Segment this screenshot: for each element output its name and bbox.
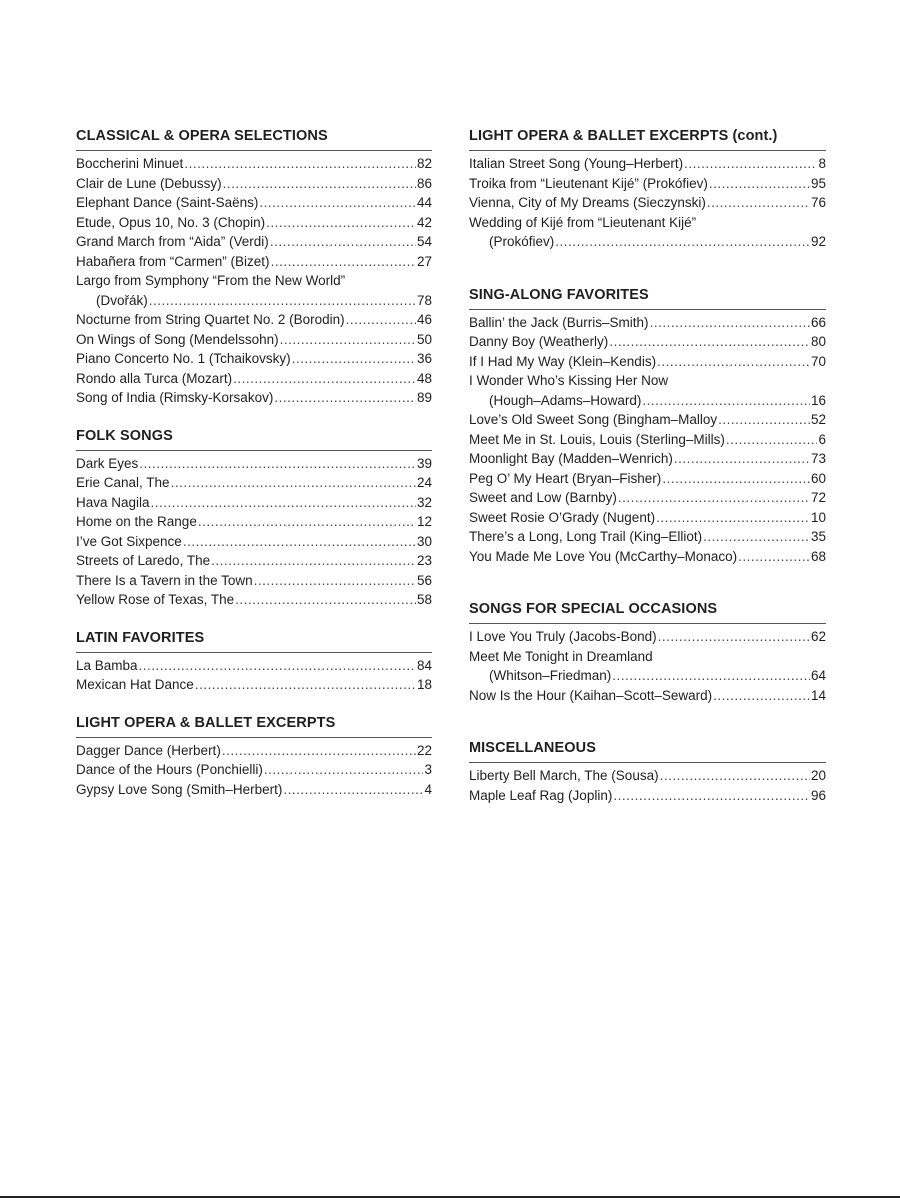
dot-leader [609, 332, 810, 352]
toc-entry [76, 454, 432, 474]
toc-entry [76, 193, 432, 213]
page-number: 46 [416, 312, 432, 327]
dot-leader [171, 473, 416, 493]
toc-entry [76, 369, 432, 389]
page-number: 20 [810, 768, 826, 783]
dot-leader [183, 532, 416, 552]
entry-title: Wedding of Kijé from “Lieutenant Kijé” [469, 214, 697, 230]
entry-title: Mexican Hat Dance [76, 677, 194, 692]
page-number: 39 [416, 455, 432, 471]
toc-entry [76, 310, 432, 330]
section-heading: FOLK SONGS [76, 427, 173, 444]
dot-leader [270, 232, 416, 252]
page-number: 76 [810, 195, 826, 210]
toc-entry [469, 627, 826, 647]
toc-entry [469, 449, 826, 469]
entry-title-continued: (Hough–Adams–Howard) [489, 392, 642, 408]
page-number: 56 [416, 572, 432, 588]
dot-leader [151, 493, 416, 513]
dot-leader [555, 232, 810, 252]
page-number: 24 [416, 475, 432, 490]
entry-title: Dark Eyes [76, 455, 139, 471]
toc-entry [469, 766, 826, 786]
page-number: 4 [424, 781, 432, 797]
section-latin-favorites [76, 628, 432, 695]
entry-title: I’ve Got Sixpence [76, 533, 182, 549]
dot-leader [642, 391, 810, 411]
toc-entry [76, 388, 432, 408]
entry-title: Sweet and Low (Barnby) [469, 490, 617, 505]
dot-leader [656, 508, 810, 528]
dot-leader [235, 590, 416, 610]
entry-title: Boccherini Minuet [76, 156, 184, 171]
right-column [469, 126, 826, 823]
page-number: 64 [810, 668, 826, 683]
entry-title: Ballin’ the Jack (Burris–Smith) [469, 314, 649, 330]
section-miscellaneous [469, 738, 826, 805]
dot-leader [657, 352, 810, 372]
dot-leader [139, 656, 416, 676]
section-rule [76, 737, 432, 738]
section-rule [469, 309, 826, 310]
dot-leader [139, 454, 416, 474]
entry-title: Gypsy Love Song (Smith–Herbert) [76, 781, 283, 797]
entry-title: There Is a Tavern in the Town [76, 572, 253, 588]
entry-title: Italian Street Song (Young–Herbert) [469, 156, 684, 171]
toc-entry [469, 154, 826, 174]
page-number: 70 [810, 353, 826, 369]
toc-entry [469, 786, 826, 806]
section-songs-for-special-occasions [469, 599, 826, 705]
toc-entry [76, 174, 432, 194]
dot-leader [149, 291, 416, 311]
dot-leader [660, 766, 810, 786]
entry-title: I Love You Truly (Jacobs-Bond) [469, 629, 657, 644]
page-number: 42 [416, 214, 432, 230]
page-number: 66 [810, 314, 826, 330]
page-number: 72 [810, 490, 826, 505]
dot-leader [713, 686, 810, 706]
toc-entry [469, 647, 826, 686]
entry-title: Dance of the Hours (Ponchielli) [76, 762, 263, 777]
toc-entry [469, 508, 826, 528]
dot-leader [346, 310, 416, 330]
page-number: 14 [810, 687, 826, 703]
page-number: 92 [810, 234, 826, 249]
entry-title: Vienna, City of My Dreams (Sieczynski) [469, 195, 706, 210]
dot-leader [195, 675, 416, 695]
page-number: 12 [416, 514, 432, 529]
page-number: 6 [818, 431, 826, 447]
dot-leader [283, 780, 423, 800]
entry-title: Nocturne from String Quartet No. 2 (Borodin) [76, 312, 345, 327]
toc-entry [76, 760, 432, 780]
dot-leader [613, 786, 810, 806]
section-rule [76, 652, 432, 653]
toc-entry [76, 154, 432, 174]
dot-leader [254, 571, 416, 591]
toc-entry [469, 547, 826, 567]
page-number: 3 [424, 762, 432, 777]
page-number: 52 [810, 412, 826, 427]
toc-entry [76, 656, 432, 676]
dot-leader [726, 430, 818, 450]
toc-entry [469, 352, 826, 372]
page-number: 73 [810, 451, 826, 466]
toc-entry [469, 174, 826, 194]
page-number: 84 [416, 657, 432, 673]
dot-leader [662, 469, 810, 489]
toc-entry [469, 332, 826, 352]
dot-leader [292, 349, 416, 369]
entry-title: Erie Canal, The [76, 475, 170, 490]
toc-entry [469, 527, 826, 547]
toc-entry [469, 488, 826, 508]
section-rule [76, 150, 432, 151]
toc-entry [76, 493, 432, 513]
entry-title: Dagger Dance (Herbert) [76, 742, 221, 758]
dot-leader [674, 449, 810, 469]
page-number: 60 [810, 470, 826, 486]
page-number: 50 [416, 331, 432, 347]
page-number: 86 [416, 175, 432, 191]
entry-title: Habañera from “Carmen” (Bizet) [76, 253, 270, 269]
entry-title: Troika from “Lieutenant Kijé” (Prokófiev) [469, 175, 708, 191]
entry-title: On Wings of Song (Mendelssohn) [76, 331, 279, 347]
section-sing-along-favorites [469, 285, 826, 567]
page-number: 8 [818, 156, 826, 171]
entry-title: If I Had My Way (Klein–Kendis) [469, 353, 657, 369]
toc-entry [469, 213, 826, 252]
page-number: 22 [416, 742, 432, 758]
bottom-rule [0, 1196, 900, 1198]
dot-leader [709, 174, 810, 194]
section-heading: LIGHT OPERA & BALLET EXCERPTS (cont.) [469, 128, 778, 144]
page-number: 32 [416, 494, 432, 510]
dot-leader [271, 252, 416, 272]
page-number: 18 [416, 677, 432, 692]
entry-title: Largo from Symphony “From the New World” [76, 273, 346, 288]
dot-leader [266, 213, 416, 233]
page-number: 27 [416, 253, 432, 269]
section-rule [469, 150, 826, 151]
toc-entry [76, 232, 432, 252]
page-number: 58 [416, 592, 432, 607]
entry-title: Liberty Bell March, The (Sousa) [469, 768, 659, 783]
section-heading: CLASSICAL & OPERA SELECTIONS [76, 128, 328, 144]
dot-leader [650, 313, 810, 333]
entry-title: Elephant Dance (Saint-Saëns) [76, 195, 259, 210]
dot-leader [612, 666, 810, 686]
toc-entry [76, 473, 432, 493]
entry-title: Clair de Lune (Debussy) [76, 175, 222, 191]
section-heading: LATIN FAVORITES [76, 629, 205, 646]
page-number: 96 [810, 787, 826, 803]
dot-leader [274, 388, 416, 408]
entry-title: La Bamba [76, 657, 138, 673]
section-heading: SING-ALONG FAVORITES [469, 286, 649, 303]
entry-title: Now Is the Hour (Kaihan–Scott–Seward) [469, 687, 713, 703]
dot-leader [223, 174, 416, 194]
dot-leader [264, 760, 424, 780]
dot-leader [233, 369, 416, 389]
entry-title: Sweet Rosie O’Grady (Nugent) [469, 509, 656, 525]
toc-entry [76, 675, 432, 695]
dot-leader [280, 330, 416, 350]
page-number: 30 [416, 533, 432, 549]
entry-title: Peg O’ My Heart (Bryan–Fisher) [469, 470, 662, 486]
entry-title: Hava Nagila [76, 494, 150, 510]
entry-title: Maple Leaf Rag (Joplin) [469, 787, 613, 803]
section-rule [76, 450, 432, 451]
section-light-opera-ballet-excerpts [76, 713, 432, 800]
section-heading: LIGHT OPERA & BALLET EXCERPTS [76, 714, 336, 731]
page-number: 54 [416, 234, 432, 249]
toc-entry [469, 313, 826, 333]
section-classical-opera-selections [76, 126, 432, 408]
entry-title: Yellow Rose of Texas, The [76, 592, 235, 607]
toc-entry [469, 430, 826, 450]
toc-entry [76, 330, 432, 350]
entry-title: I Wonder Who’s Kissing Her Now [469, 373, 669, 388]
entry-title-continued: (Dvořák) [96, 292, 148, 308]
entry-title: Love’s Old Sweet Song (Bingham–Malloy [469, 412, 718, 427]
page-number: 68 [810, 548, 826, 564]
entry-title: Moonlight Bay (Madden–Wenrich) [469, 451, 673, 466]
page-number: 35 [810, 529, 826, 544]
toc-entry [76, 780, 432, 800]
entry-title-continued: (Whitson–Friedman) [489, 668, 612, 683]
dot-leader [718, 410, 810, 430]
left-column [76, 126, 432, 817]
entry-title: Meet Me Tonight in Dreamland [469, 648, 653, 664]
page-number: 78 [416, 292, 432, 308]
page-number: 10 [810, 509, 826, 525]
toc-entry [76, 741, 432, 761]
toc-entry [76, 271, 432, 310]
entry-title: Etude, Opus 10, No. 3 (Chopin) [76, 214, 266, 230]
page-number: 16 [810, 392, 826, 408]
dot-leader [184, 154, 416, 174]
page-number: 80 [810, 334, 826, 349]
dot-leader [707, 193, 810, 213]
section-light-opera-ballet-excerpts-cont [469, 126, 826, 252]
toc-entry [76, 512, 432, 532]
toc-entry [469, 193, 826, 213]
section-rule [469, 623, 826, 624]
entry-title: Streets of Laredo, The [76, 553, 211, 568]
dot-leader [703, 527, 810, 547]
entry-title: There’s a Long, Long Trail (King–Elliot) [469, 529, 703, 544]
toc-entry [76, 252, 432, 272]
toc-entry [469, 371, 826, 410]
dot-leader [259, 193, 416, 213]
page-number: 48 [416, 370, 432, 386]
dot-leader [738, 547, 810, 567]
entry-title: Grand March from “Aida” (Verdi) [76, 234, 269, 249]
dot-leader [618, 488, 810, 508]
page-number: 82 [416, 156, 432, 171]
toc-entry [76, 349, 432, 369]
page-number: 89 [416, 390, 432, 405]
page-number: 36 [416, 351, 432, 366]
entry-title-continued: (Prokófiev) [489, 234, 555, 249]
dot-leader [658, 627, 810, 647]
entry-title: Piano Concerto No. 1 (Tchaikovsky) [76, 351, 291, 366]
entry-title: Rondo alla Turca (Mozart) [76, 370, 233, 386]
toc-entry [469, 410, 826, 430]
entry-title: Song of India (Rimsky-Korsakov) [76, 390, 274, 405]
toc-entry [469, 686, 826, 706]
toc-entry [76, 590, 432, 610]
toc-entry [469, 469, 826, 489]
page-number: 95 [810, 175, 826, 191]
section-heading: SONGS FOR SPECIAL OCCASIONS [469, 601, 718, 617]
section-folk-songs [76, 426, 432, 610]
toc-entry [76, 571, 432, 591]
toc-entry [76, 213, 432, 233]
dot-leader [222, 741, 416, 761]
entry-title: Meet Me in St. Louis, Louis (Sterling–Mills) [469, 431, 725, 447]
toc-entry [76, 532, 432, 552]
page-number: 44 [416, 195, 432, 210]
section-rule [469, 762, 826, 763]
dot-leader [198, 512, 416, 532]
dot-leader [684, 154, 817, 174]
entry-title: You Made Me Love You (McCarthy–Monaco) [469, 548, 738, 564]
entry-title: Danny Boy (Weatherly) [469, 334, 609, 349]
page-number: 62 [810, 629, 826, 644]
page-number: 23 [416, 553, 432, 568]
section-heading: MISCELLANEOUS [469, 740, 596, 756]
toc-entry [76, 551, 432, 571]
entry-title: Home on the Range [76, 514, 197, 529]
dot-leader [211, 551, 416, 571]
